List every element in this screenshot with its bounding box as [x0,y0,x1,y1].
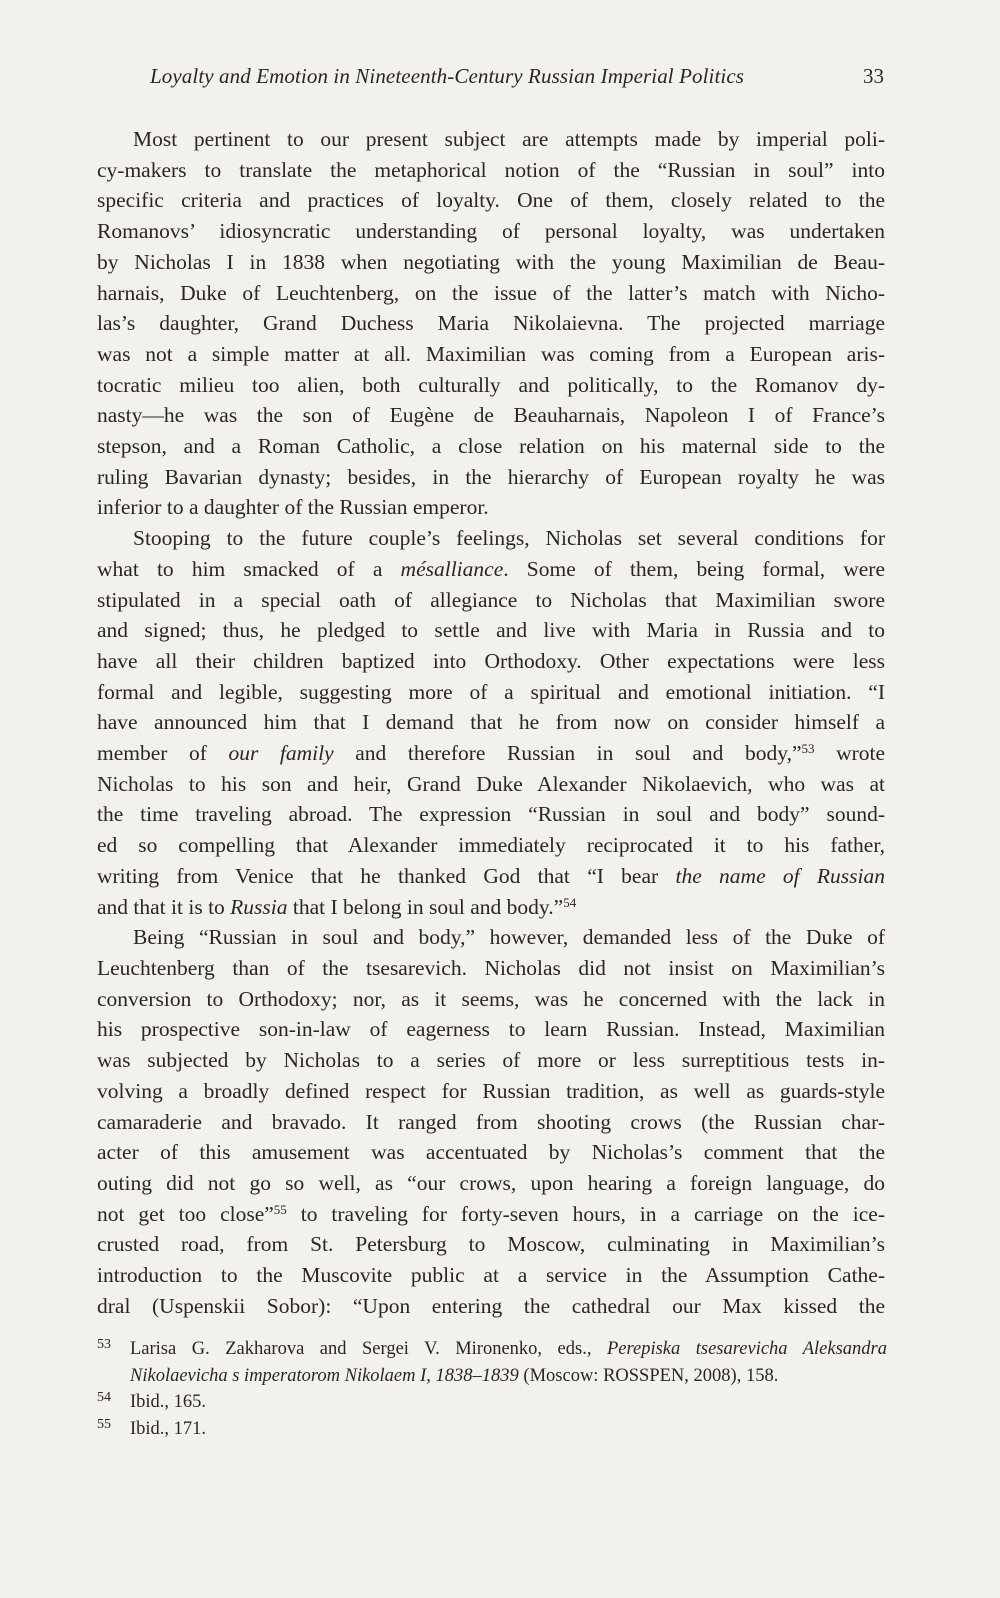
running-head [150,64,890,89]
footnote-ref: 53 [801,741,815,757]
text-line: cy-makers to translate the metaphorical notion of the “Russian in soul” into [97,157,885,182]
text-line: outing did not go so well, as “our crows, upon hearing a foreign language, do [97,1170,885,1195]
body-text [97,124,885,1321]
text-line: dral (Uspenskii Sobor): “Upon entering the cathedral our Max kissed the [97,1293,885,1318]
footnote-number: 55 [97,1416,111,1432]
text-line: Leuchtenberg than of the tsesarevich. Nicholas did not insist on Maximilian’s [97,955,885,980]
text-line: crusted road, from St. Petersburg to Moscow, culminating in Maximilian’s [97,1232,885,1257]
italic-text: the name of Russian [675,863,886,888]
paragraph [97,922,885,1321]
text-line: his prospective son-in-law of eagerness to learn Russian. Instead, Maximilian [97,1017,885,1042]
footnote-line: Nikolaevicha s imperatorom Nikolaem I, 1838–1839 (Moscow: ROSSPEN, 2008), 158. [130,1365,779,1386]
text-line: the time traveling abroad. The expression “Russian in soul and body” sound- [97,802,885,827]
text-line: stipulated in a special oath of allegiance to Nicholas that Maximilian swore [97,587,885,612]
text-line: Nicholas to his son and heir, Grand Duke Alexander Nikolaevich, who was at [97,771,885,796]
footnote [97,1336,887,1389]
text-line: and signed; thus, he pledged to settle and live with Maria in Russia and to [97,618,885,643]
text-line: have announced him that I demand that he from now on consider himself a [97,710,885,735]
text-line: was subjected by Nicholas to a series of more or less surreptitious tests in- [97,1048,885,1073]
text-line: formal and legible, suggesting more of a spiritual and emotional initiation. “I [97,679,885,704]
text-line: specific criteria and practices of loyalty. One of them, closely related to the [97,188,885,213]
text-line: conversion to Orthodoxy; nor, as it seems, was he concerned with the lack in [97,986,885,1011]
text-line: acter of this amusement was accentuated by Nicholas’s comment that the [97,1140,885,1165]
footnote-line: Ibid., 171. [130,1418,207,1439]
text-line: not get too close”$^{55}$ to traveling for forty-seven hours, in a carriage on the ice- [97,1201,885,1226]
text-line: harnais, Duke of Leuchtenberg, on the issue of the latter’s match with Nicho- [97,280,885,305]
italic-text: Perepiska tsesarevicha Aleksandra [606,1339,887,1359]
text-line: was not a simple matter at all. Maximilian was coming from a European aris- [97,341,885,366]
footnote-line: Larisa G. Zakharova and Sergei V. Mironenko, eds., Perepiska tsesarevicha Aleksandra [130,1339,887,1359]
page-number: 33 [863,64,884,88]
text-line: Stooping to the future couple’s feelings, Nicholas set several conditions for [133,526,885,551]
text-line: inferior to a daughter of the Russian emperor. [97,495,489,520]
text-line: and that it is to Russia that I belong in soul and body.”$^{54}$ [97,894,577,919]
text-line: member of our family and therefore Russian in soul and body,”$^{53}$ wrote [97,741,886,766]
italic-text: Nikolaevicha s imperatorom Nikolaem I, 1838–1839 [130,1365,519,1386]
footnote [97,1389,887,1416]
text-line: volving a broadly defined respect for Russian tradition, as well as guards-style [97,1078,885,1103]
footnote [97,1416,887,1443]
text-line: stepson, and a Roman Catholic, a close relation on his maternal side to the [97,434,885,459]
text-line: by Nicholas I in 1838 when negotiating with the young Maximilian de Beau- [97,249,885,274]
text-line: what to him smacked of a mésalliance. Some of them, being formal, were [97,556,885,581]
italic-text: Russia [230,894,288,919]
text-line: camaraderie and bravado. It ranged from shooting crows (the Russian char- [97,1109,885,1134]
text-line: nasty—he was the son of Eugène de Beauharnais, Napoleon I of France’s [97,403,885,428]
text-line: have all their children baptized into Orthodoxy. Other expectations were less [97,648,885,673]
text-line: introduction to the Muscovite public at a service in the Assumption Cathe- [97,1263,885,1288]
paragraph [97,124,885,523]
text-line: las’s daughter, Grand Duchess Maria Nikolaievna. The projected marriage [97,311,885,336]
text-line: Most pertinent to our present subject are attempts made by imperial poli- [133,127,885,151]
running-title: Loyalty and Emotion in Nineteenth-Century Russian Imperial Politics [150,64,745,88]
footnote-line: Ibid., 165. [130,1392,207,1412]
text-line: writing from Venice that he thanked God that “I bear the name of Russian [97,863,886,888]
footnote-ref: 55 [273,1201,287,1217]
footnote-ref: 54 [563,894,577,910]
text-line: ed so compelling that Alexander immediately reciprocated it to his father, [97,833,885,858]
footnote-number: 54 [97,1390,111,1405]
paragraph [97,523,885,922]
footnotes [97,1336,887,1442]
text-line: Being “Russian in soul and body,” however, demanded less of the Duke of [133,925,885,950]
text-line: ruling Bavarian dynasty; besides, in the hierarchy of European royalty he was [97,464,885,489]
italic-text: mésalliance [400,556,504,581]
text-line: Romanovs’ idiosyncratic understanding of personal loyalty, was undertaken [97,219,885,244]
text-line: tocratic milieu too alien, both culturally and politically, to the Romanov dy- [97,372,885,397]
footnote-number: 53 [97,1337,111,1352]
italic-text: our family [228,741,334,766]
